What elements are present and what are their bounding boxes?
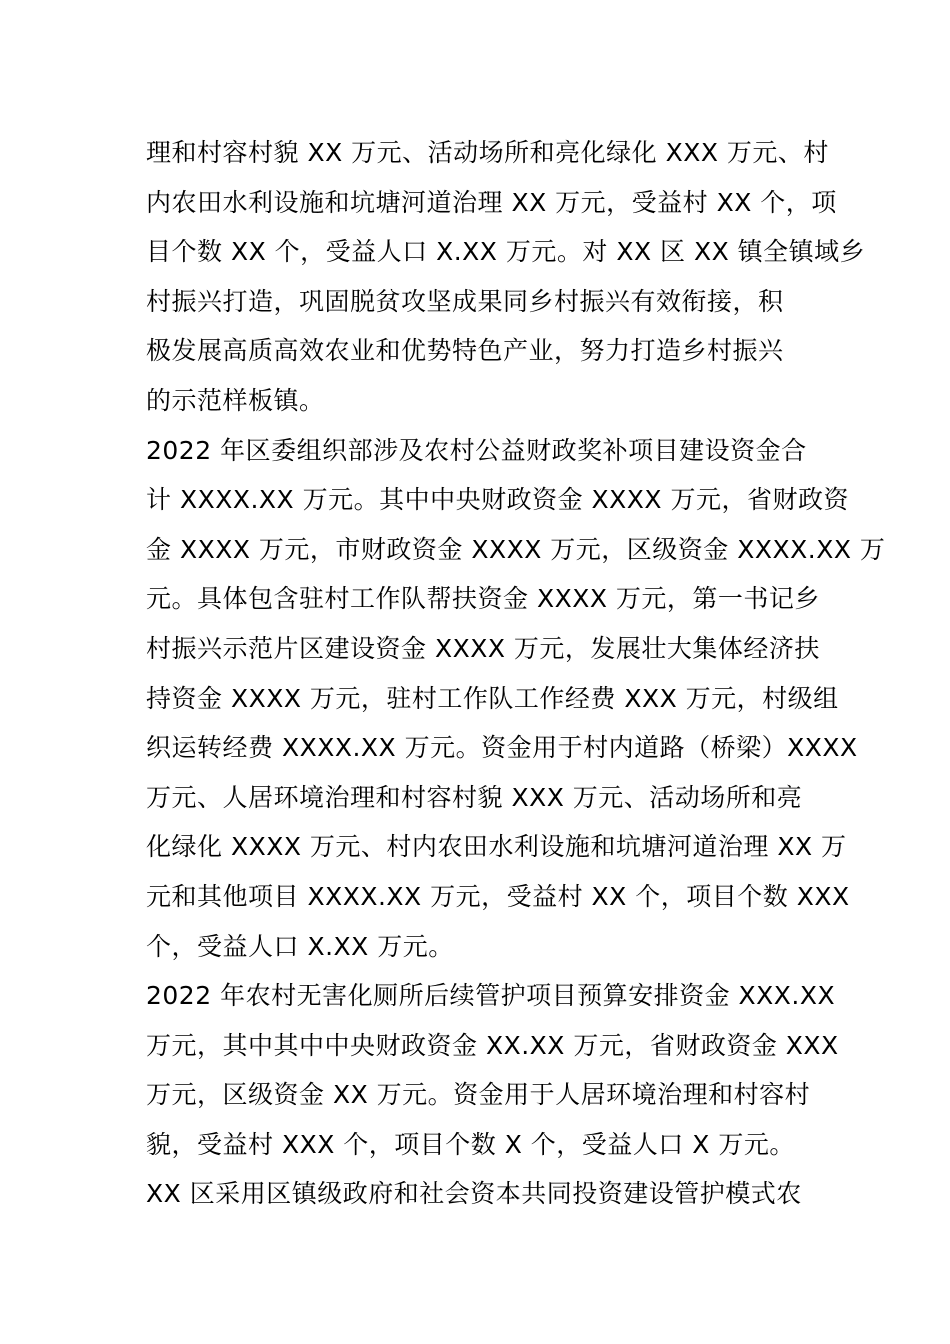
paragraph-4 [146, 1169, 808, 1219]
text-line: 目个数 XX 个，受益人口 X.XX 万元。对 XX 区 XX 镇全镇域乡 [146, 237, 866, 267]
text-line: 化绿化 XXXX 万元、村内农田水利设施和坑塘河道治理 XX 万 [146, 832, 847, 862]
text-line: XX 区采用区镇级政府和社会资本共同投资建设管护模式农 [146, 1179, 802, 1209]
paragraph-2 [146, 426, 886, 972]
text-line: 2022 年区委组织部涉及农村公益财政奖补项目建设资金合 [146, 435, 807, 465]
text-line: 元。具体包含驻村工作队帮扶资金 XXXX 万元，第一书记乡 [146, 584, 820, 614]
text-line: 持资金 XXXX 万元，驻村工作队工作经费 XXX 万元，村级组 [146, 683, 839, 713]
text-line: 万元，其中其中中央财政资金 XX.XX 万元，省财政资金 XXX [146, 1030, 839, 1060]
text-line: 元和其他项目 XXXX.XX 万元，受益村 XX 个，项目个数 XXX [146, 881, 850, 911]
document-body [146, 128, 886, 1219]
text-line: 万元，区级资金 XX 万元。资金用于人居环境治理和村容村 [146, 1080, 811, 1110]
text-line: 金 XXXX 万元，市财政资金 XXXX 万元，区级资金 XXXX.XX 万 [146, 534, 886, 564]
text-line: 极发展高质高效农业和优势特色产业，努力打造乡村振兴 [146, 336, 784, 366]
paragraph-3 [146, 971, 839, 1169]
text-line: 计 XXXX.XX 万元。其中中央财政资金 XXXX 万元，省财政资 [146, 485, 850, 515]
text-line: 织运转经费 XXXX.XX 万元。资金用于村内道路（桥梁）XXXX [146, 733, 858, 763]
text-line: 万元、人居环境治理和村容村貌 XXX 万元、活动场所和亮 [146, 782, 803, 812]
text-line: 理和村容村貌 XX 万元、活动场所和亮化绿化 XXX 万元、村 [146, 138, 829, 167]
text-line: 2022 年农村无害化厕所后续管护项目预算安排资金 XXX.XX [146, 981, 836, 1011]
text-line: 村振兴打造，巩固脱贫攻坚成果同乡村振兴有效衔接，积 [146, 286, 784, 316]
text-line: 内农田水利设施和坑塘河道治理 XX 万元，受益村 XX 个，项 [146, 187, 837, 217]
text-line: 貌，受益村 XXX 个，项目个数 X 个，受益人口 X 万元。 [146, 1129, 795, 1159]
text-line: 村振兴示范片区建设资金 XXXX 万元，发展壮大集体经济扶 [146, 633, 820, 663]
paragraph-1 [146, 128, 866, 426]
text-line: 的示范样板镇。 [146, 385, 325, 415]
text-line: 个，受益人口 X.XX 万元。 [146, 931, 454, 961]
